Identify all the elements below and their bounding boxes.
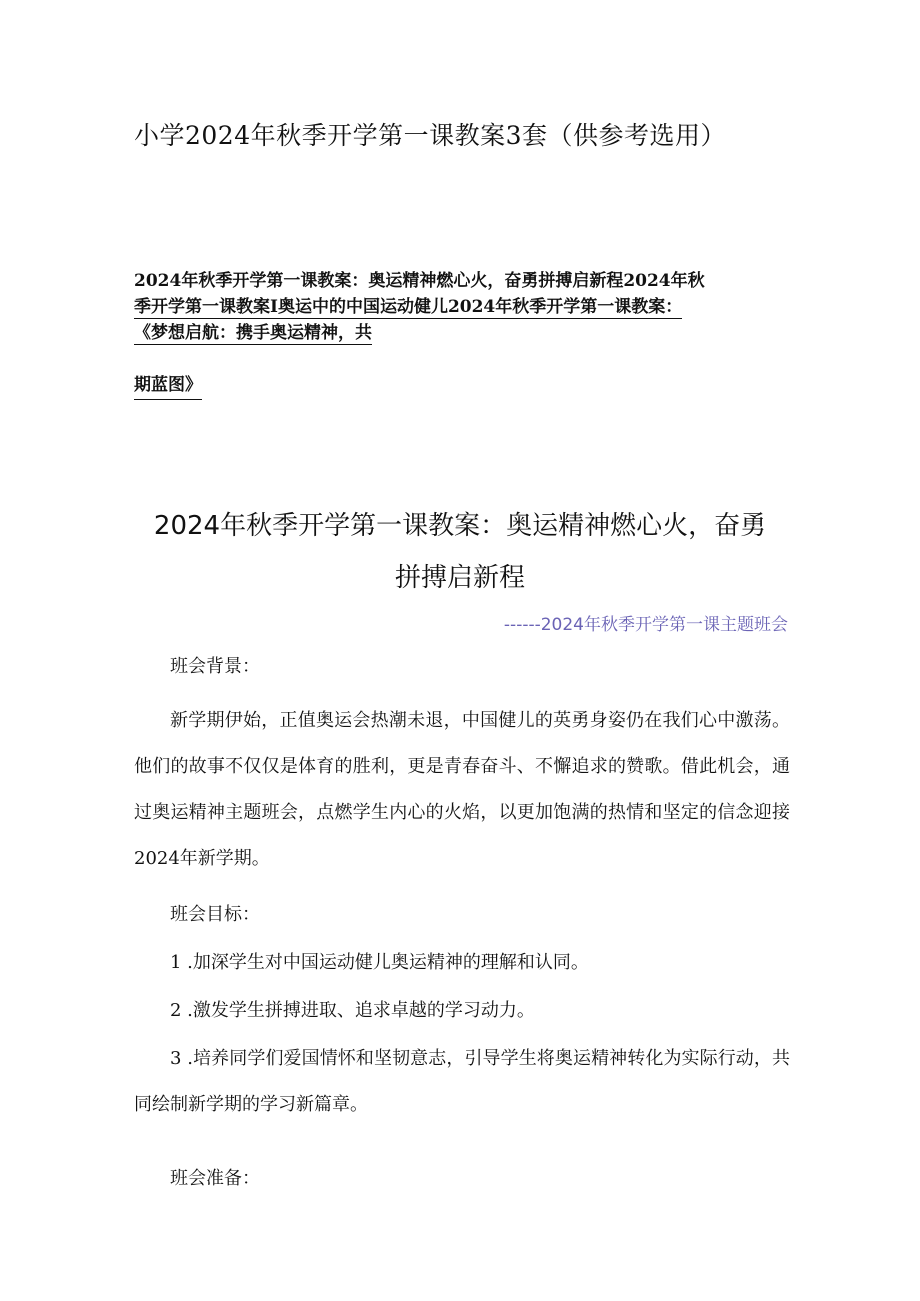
toc-line-2-text[interactable]: 季开学第一课教案I奥运中的中国运动健儿2024年秋季开学第一课教案： <box>134 297 683 317</box>
lesson-title-line-1: 2024年秋季开学第一课教案：奥运精神燃心火，奋勇 <box>153 511 767 541</box>
lesson-title-line-2: 拼搏启新程 <box>394 563 525 593</box>
lesson-body <box>134 644 790 1202</box>
background-label: 班会背景： <box>170 656 260 677</box>
table-of-contents <box>134 268 774 346</box>
toc-line-4[interactable]: 期蓝图》 <box>134 372 202 400</box>
toc-line-3[interactable] <box>134 320 774 346</box>
preparation-label: 班会准备： <box>170 1168 260 1189</box>
goal-item-2: 2 .激发学生拼搏进取、追求卓越的学习动力。 <box>170 1000 535 1021</box>
document-title: 小学2024年秋季开学第一课教案3套（供参考选用） <box>134 121 727 150</box>
toc-line-3-text[interactable]: 《梦想启航：携手奥运精神，共 <box>134 323 372 343</box>
goal-item-1: 1 .加深学生对中国运动健儿奥运精神的理解和认同。 <box>170 952 589 973</box>
goal-item-3: 3 .培养同学们爱国情怀和坚韧意志，引导学生将奥运精神转化为实际行动，共同绘制新学期的学习新篇章。 <box>134 1048 790 1115</box>
lesson-title <box>120 500 800 604</box>
toc-line-1[interactable]: 2024年秋季开学第一课教案：奥运精神燃心火，奋勇拼搏启新程2024年秋 <box>134 271 705 291</box>
lesson-subtitle: ------2024年秋季开学第一课主题班会 <box>503 615 788 635</box>
toc-line-2[interactable] <box>134 294 774 320</box>
goal-label: 班会目标： <box>170 904 260 925</box>
background-paragraph: 新学期伊始，正值奥运会热潮未退，中国健儿的英勇身姿仍在我们心中激荡。他们的故事不仅仅是体育的胜利，更是青春奋斗、不懈追求的赞歌。借此机会，通过奥运精神主题班会，点燃学生内心的火焰，以更加饱满的热情和坚定的信念迎接2024年新学期。 <box>134 710 790 869</box>
